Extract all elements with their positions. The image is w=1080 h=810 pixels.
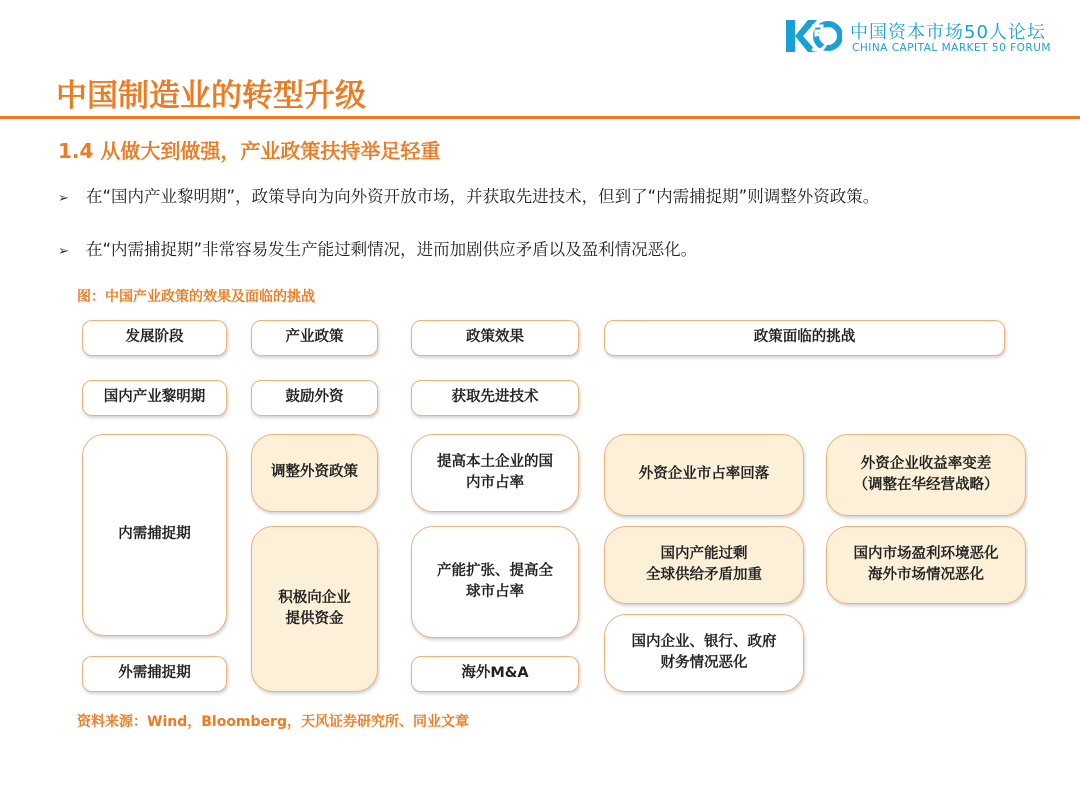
header-effect: 政策效果 [411, 320, 579, 356]
stage-dawn: 国内产业黎明期 [82, 380, 227, 416]
effect-capacity-expansion: 产能扩张、提高全 球市占率 [411, 526, 579, 638]
policy-adjust-foreign: 调整外资政策 [251, 434, 378, 512]
k50-logo-icon [786, 18, 842, 54]
effect-overseas-ma: 海外M&A [411, 656, 579, 692]
bullet-item [58, 236, 697, 260]
bullet-text: 在“内需捕捉期”非常容易发生产能过剩情况，进而加剧供应矛盾以及盈利情况恶化。 [86, 240, 698, 259]
effect-advanced-tech: 获取先进技术 [411, 380, 579, 416]
stage-overseas-demand: 外需捕捉期 [82, 656, 227, 692]
stage-domestic-demand: 内需捕捉期 [82, 434, 227, 636]
logo-chinese-name: 中国资本市场50人论坛 [850, 22, 1046, 43]
bullet-item [58, 183, 879, 207]
header-challenge: 政策面临的挑战 [604, 320, 1005, 356]
policy-provide-funds: 积极向企业 提供资金 [251, 526, 378, 692]
section-subtitle: 1.4 从做大到做强，产业政策扶持举足轻重 [58, 139, 441, 163]
logo-english-name: CHINA CAPITAL MARKET 50 FORUM [852, 42, 1051, 54]
page-title: 中国制造业的转型升级 [56, 78, 366, 114]
source-note: 资料来源：Wind，Bloomberg，天风证券研究所、同业文章 [77, 714, 469, 730]
challenge-financial-deterioration: 国内企业、银行、政府 财务情况恶化 [604, 614, 804, 692]
bullet-arrow-icon: ➢ [58, 191, 69, 206]
effect-domestic-share: 提高本土企业的国 内市占率 [411, 434, 579, 512]
header-policy: 产业政策 [251, 320, 378, 356]
forum-logo [786, 18, 1056, 58]
bullet-text: 在“国内产业黎明期”，政策导向为向外资开放市场，并获取先进技术，但到了“内需捕捉期”则调整外资政策。 [86, 187, 880, 206]
policy-encourage-foreign: 鼓励外资 [251, 380, 378, 416]
challenge-profit-environment: 国内市场盈利环境恶化 海外市场情况恶化 [826, 526, 1026, 604]
challenge-foreign-profit: 外资企业收益率变差 （调整在华经营战略） [826, 434, 1026, 516]
bullet-arrow-icon: ➢ [58, 244, 69, 259]
header-stage: 发展阶段 [82, 320, 227, 356]
title-divider [0, 116, 1080, 119]
figure-caption: 图：中国产业政策的效果及面临的挑战 [77, 289, 315, 305]
challenge-overcapacity: 国内产能过剩 全球供给矛盾加重 [604, 526, 804, 604]
challenge-foreign-share: 外资企业市占率回落 [604, 434, 804, 516]
